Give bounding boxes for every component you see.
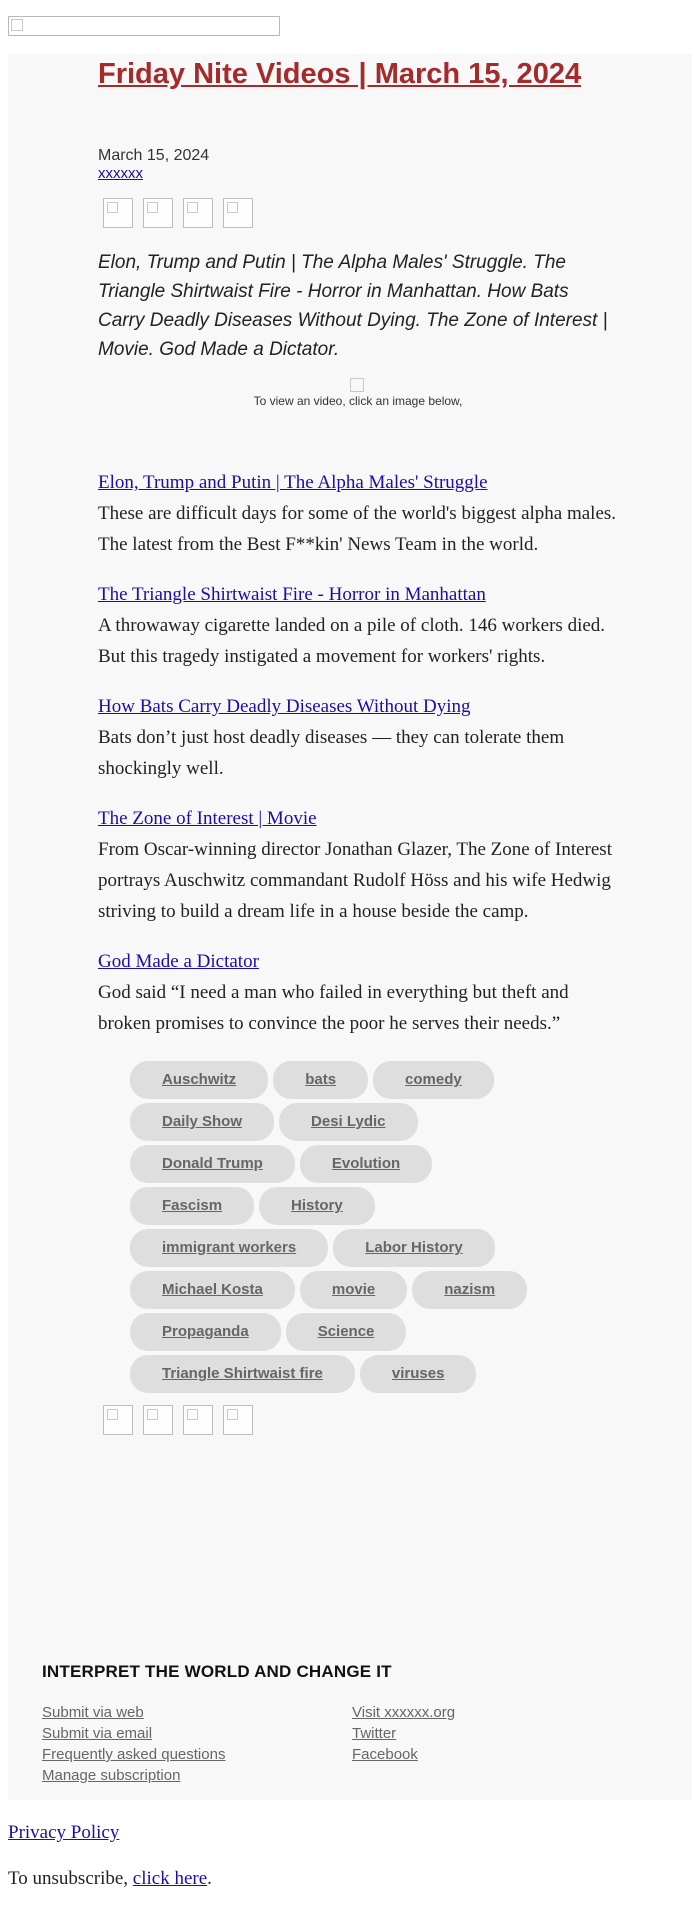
share-image-icon[interactable] <box>183 198 213 228</box>
privacy-policy-link[interactable]: Privacy Policy <box>8 1822 120 1843</box>
video-description: These are difficult days for some of the world's biggest alpha males. The latest from the Best F**kin' News Team in the world. <box>98 503 617 555</box>
tag-link[interactable]: immigrant workers <box>130 1229 328 1267</box>
article-summary: Elon, Trump and Putin | The Alpha Males' Struggle. The Triangle Shirtwaist Fire - Horror in Manhattan. How Bats Carry Deadly Diseases Without Dying. The Zone of Interest | Movie. God Made a Dictator. <box>98 252 608 360</box>
tag-link[interactable]: Fascism <box>130 1187 254 1225</box>
share-image-icon[interactable] <box>103 198 133 228</box>
video-link[interactable]: The Zone of Interest | Movie <box>98 808 317 829</box>
tag-link[interactable]: Michael Kosta <box>130 1271 295 1309</box>
unsubscribe-prefix: To unsubscribe, <box>8 1868 133 1889</box>
video-item <box>98 694 618 784</box>
video-item <box>98 949 618 1039</box>
share-image-icon[interactable] <box>143 1405 173 1435</box>
tag-link[interactable]: comedy <box>373 1061 494 1099</box>
tag-link[interactable]: Propaganda <box>130 1313 281 1351</box>
video-item <box>98 582 618 672</box>
video-link[interactable]: The Triangle Shirtwaist Fire - Horror in Manhattan <box>98 584 486 605</box>
tag-link[interactable]: Desi Lydic <box>279 1103 417 1141</box>
video-list <box>98 470 618 1039</box>
unsubscribe-suffix: . <box>207 1868 212 1889</box>
share-image-icon[interactable] <box>223 1405 253 1435</box>
logo-image[interactable] <box>8 16 280 36</box>
footer-heading: INTERPRET THE WORLD AND CHANGE IT <box>42 1662 392 1681</box>
article-title[interactable]: Friday Nite Videos | March 15, 2024 <box>98 58 582 90</box>
view-note-text: To view an video, click an image below, <box>253 394 463 408</box>
tag-link[interactable]: Triangle Shirtwaist fire <box>130 1355 355 1393</box>
video-description: From Oscar-winning director Jonathan Glazer, The Zone of Interest portrays Auschwitz commandant Rudolf Höss and his wife Hedwig striving to build a dream life in a house beside the camp. <box>98 839 612 922</box>
tag-row <box>130 1103 590 1141</box>
share-image-icon[interactable] <box>183 1405 213 1435</box>
tag-row <box>130 1313 590 1351</box>
tag-link[interactable]: nazism <box>412 1271 527 1309</box>
author-link[interactable]: xxxxxx <box>98 165 143 182</box>
share-image-icon[interactable] <box>143 198 173 228</box>
faq-link[interactable]: Frequently asked questions <box>42 1746 226 1763</box>
tag-row <box>130 1355 590 1393</box>
video-description: Bats don’t just host deadly diseases — they can tolerate them shockingly well. <box>98 727 565 779</box>
tag-row <box>130 1061 590 1099</box>
video-link[interactable]: God Made a Dictator <box>98 951 259 972</box>
article-content <box>98 54 618 1435</box>
view-video-note <box>98 378 618 408</box>
video-description: A throwaway cigarette landed on a pile of cloth. 146 workers died. But this tragedy instigated a movement for workers' rights. <box>98 615 606 667</box>
broken-image-icon <box>350 378 364 392</box>
twitter-link[interactable]: Twitter <box>352 1725 397 1742</box>
newsletter-card <box>8 54 692 1800</box>
tag-link[interactable]: Labor History <box>333 1229 495 1267</box>
tag-link[interactable]: Science <box>286 1313 407 1351</box>
tag-link[interactable]: Donald Trump <box>130 1145 295 1183</box>
visit-site-link[interactable]: Visit xxxxxx.org <box>352 1704 456 1721</box>
footer-left-column <box>42 1702 352 1786</box>
article-date: March 15, 2024 <box>98 147 210 164</box>
video-link[interactable]: Elon, Trump and Putin | The Alpha Males' Struggle <box>98 472 488 493</box>
share-image-icon[interactable] <box>223 198 253 228</box>
tag-link[interactable]: movie <box>300 1271 407 1309</box>
newsletter-footer <box>42 1662 662 1786</box>
footer-columns <box>42 1702 662 1786</box>
unsubscribe-link[interactable]: click here <box>132 1868 208 1889</box>
video-description: God said “I need a man who failed in everything but theft and broken promises to convince the poor he serves their needs.” <box>98 982 569 1034</box>
tag-row <box>130 1145 590 1183</box>
tag-row <box>130 1271 590 1309</box>
footer-right-column <box>352 1702 662 1786</box>
manage-subscription-link[interactable]: Manage subscription <box>42 1767 181 1784</box>
video-item <box>98 470 618 560</box>
tag-link[interactable]: bats <box>273 1061 368 1099</box>
submit-via-web-link[interactable]: Submit via web <box>42 1704 144 1721</box>
tag-link[interactable]: Daily Show <box>130 1103 274 1141</box>
share-image-icon[interactable] <box>103 1405 133 1435</box>
video-item <box>98 806 618 927</box>
unsubscribe-line <box>8 1868 212 1890</box>
facebook-link[interactable]: Facebook <box>352 1746 418 1763</box>
tag-link[interactable]: History <box>259 1187 375 1225</box>
share-buttons-top <box>103 198 618 228</box>
submit-via-email-link[interactable]: Submit via email <box>42 1725 153 1742</box>
tag-list <box>130 1061 590 1393</box>
tag-link[interactable]: viruses <box>360 1355 477 1393</box>
tag-link[interactable]: Auschwitz <box>130 1061 268 1099</box>
tag-row <box>130 1187 590 1225</box>
tag-link[interactable]: Evolution <box>300 1145 432 1183</box>
video-link[interactable]: How Bats Carry Deadly Diseases Without Dying <box>98 696 471 717</box>
tag-row <box>130 1229 590 1267</box>
broken-image-icon <box>11 19 23 31</box>
share-buttons-bottom <box>103 1405 618 1435</box>
